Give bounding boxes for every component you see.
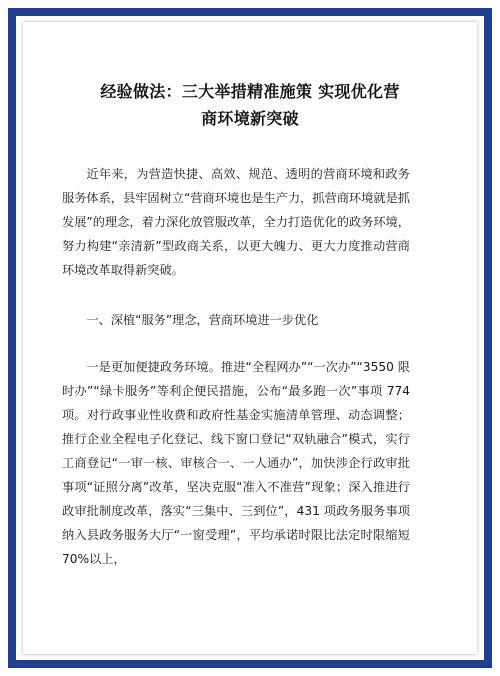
intro-paragraph: 近年来，为营造快捷、高效、规范、透明的营商环境和政务服务体系，县牢固树立“营商环境也是生产力，抓营商环境就是抓发展”的理念，着力深化放管服改革，全力打造优化的政务环境，努力构建“亲清新”型政商关系，以更大魄力、更大力度推动营商环境改革取得新突破。 <box>62 167 410 277</box>
title-line-1: 经验做法：三大举措精准施策 实现优化营 <box>100 82 400 101</box>
document-title <box>30 78 470 132</box>
section-heading: 一、深植“服务”理念，营商环境进一步优化 <box>86 313 319 327</box>
title-line-2: 商环境新突破 <box>201 109 299 128</box>
body-paragraph: 一是更加便捷政务环境。推进“全程网办”“一次办”“3550 限时办”“绿卡服务”等利企便民措施，公布“最多跑一次”事项 774 项。对行政事业性收费和政府性基金实施清单管理、动态调整；推行企业全程电子化登记、线下窗口登记“双轨融合”模式，实行工商登记“一审一核、审核合一、一人通办”，加快涉企行政审批事项“证照分离”改革，坚决克服“准入不准营”现象；深入推进行政审批制度改革，落实“三集中、三到位”，431 项政务服务事项纳入县政务服务大厅“一窗受理”，平均承诺时限比法定时限缩短 70%以上， <box>62 360 410 566</box>
